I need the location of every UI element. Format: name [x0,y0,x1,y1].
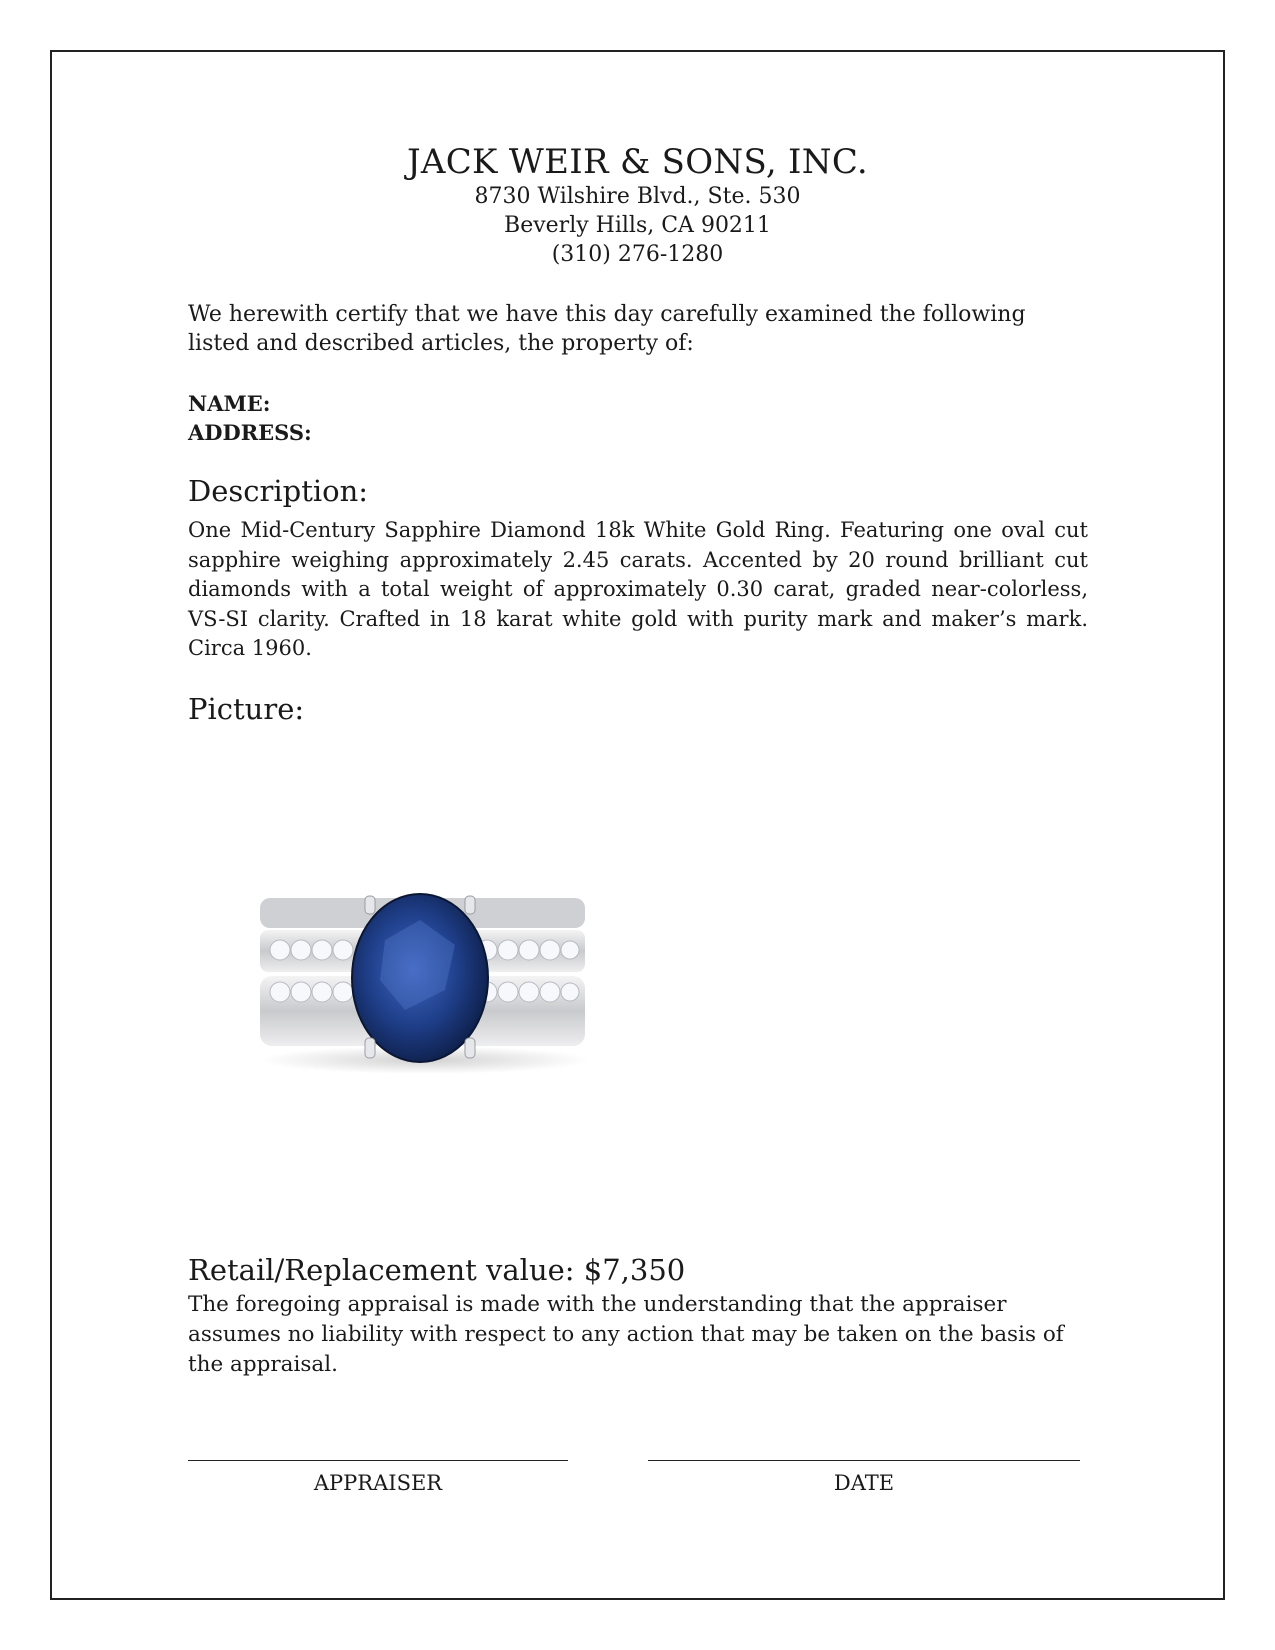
description-text: One Mid-Century Sapphire Diamond 18k White Gold Ring. Featuring one oval cut sapphire weighing approximately 2.45 carats. Accented by 20 round brilliant cut diamonds with a total weight of approximately 0.30 carat, graded near-colorless, VS-SI clarity. Crafted in 18 karat white gold with purity mark and maker’s mark. Circa 1960. [188,518,1088,660]
owner-fields [188,389,312,447]
retail-value: Retail/Replacement value: $7,350 [188,1253,686,1287]
ring-photo [255,890,595,1080]
appraiser-label: APPRAISER [313,1471,443,1495]
name-label: NAME: [188,391,271,416]
appraiser-signature-line [188,1460,568,1461]
description-heading: Description: [188,474,369,508]
picture-heading: Picture: [188,692,305,726]
letterhead [0,142,1275,269]
company-name: JACK WEIR & SONS, INC. [406,142,869,182]
certification-statement: We herewith certify that we have this day carefully examined the following listed and described articles, the property of: [188,302,1026,356]
date-signature-line [648,1460,1080,1461]
company-phone: (310) 276-1280 [551,242,724,267]
company-address-line2: Beverly Hills, CA 90211 [504,213,771,238]
company-address-line1: 8730 Wilshire Blvd., Ste. 530 [474,184,801,209]
liability-disclaimer: The foregoing appraisal is made with the understanding that the appraiser assumes no liability with respect to any action that may be taken on the basis of the appraisal. [188,1292,1064,1377]
address-label: ADDRESS: [188,420,312,445]
date-label: DATE [833,1471,895,1495]
